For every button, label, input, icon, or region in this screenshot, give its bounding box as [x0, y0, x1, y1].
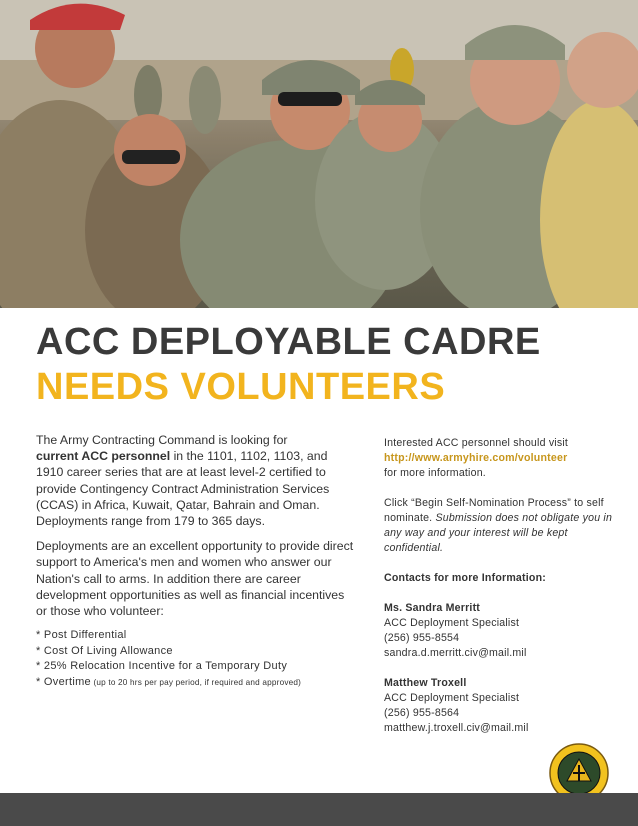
contact-email[interactable]: sandra.d.merritt.civ@mail.mil	[384, 647, 527, 659]
nomination-paragraph	[384, 496, 614, 556]
contact-email[interactable]: matthew.j.troxell.civ@mail.mil	[384, 722, 529, 734]
overtime-label: * Overtime	[36, 675, 91, 688]
click-text: Click “Begin Self-Nomination Process” to self nominate.	[384, 497, 604, 524]
intro-text-start: The Army Contracting Command is looking for	[36, 433, 288, 447]
contact-role: ACC Deployment Specialist	[384, 617, 520, 629]
opportunity-paragraph: Deployments are an excellent opportunity to provide direct support to America's men and women who answer our Nation's call to arms. In addition there are career development opportunities as well as financial incentives or those who volunteer:	[36, 539, 354, 619]
benefit-item: * Post Differential	[36, 629, 127, 642]
benefits-list	[36, 628, 354, 690]
visit-paragraph	[384, 436, 614, 481]
contact-name: Ms. Sandra Merritt	[384, 602, 481, 614]
contact-card	[384, 676, 614, 736]
contact-name: Matthew Troxell	[384, 677, 467, 689]
contacts-heading: Contacts for more Information:	[384, 572, 546, 584]
interest-text: Interested ACC personnel should visit	[384, 437, 569, 449]
obligation-note: Submission does not obligate you in any way and your interest will be kept confidential.	[384, 512, 613, 554]
heading-line-1: ACC DEPLOYABLE CADRE	[36, 321, 541, 363]
benefit-item: * Cost Of Living Allowance	[36, 644, 173, 657]
intro-paragraph	[36, 432, 354, 529]
contact-phone: (256) 955-8554	[384, 632, 460, 644]
intro-bold-text: current ACC personnel	[36, 449, 171, 464]
more-info-text: for more information.	[384, 467, 486, 479]
hero-photo	[0, 0, 638, 308]
contact-role: ACC Deployment Specialist	[384, 692, 520, 704]
left-column	[36, 432, 354, 690]
volunteer-link[interactable]: http://www.armyhire.com/volunteer	[384, 452, 568, 464]
right-column	[384, 436, 614, 751]
overtime-note: (up to 20 hrs per pay period, if required and approved)	[90, 677, 302, 687]
footer-bar	[0, 793, 638, 826]
benefit-item	[36, 675, 354, 691]
heading-line-2: NEEDS VOLUNTEERS	[36, 366, 446, 408]
intro-text-end: in the 1101, 1102, 1103, and 1910 career series that are at least level-2 certified to provide Contingency Contract Administration Services (CCAS) in Africa, Kuwait, Qatar, Bahrain and Oman. Deployments range from 179 to 365 days.	[36, 449, 330, 529]
benefit-item: * 25% Relocation Incentive for a Temporary Duty	[36, 660, 288, 673]
contact-phone: (256) 955-8564	[384, 707, 460, 719]
contact-card	[384, 601, 614, 661]
